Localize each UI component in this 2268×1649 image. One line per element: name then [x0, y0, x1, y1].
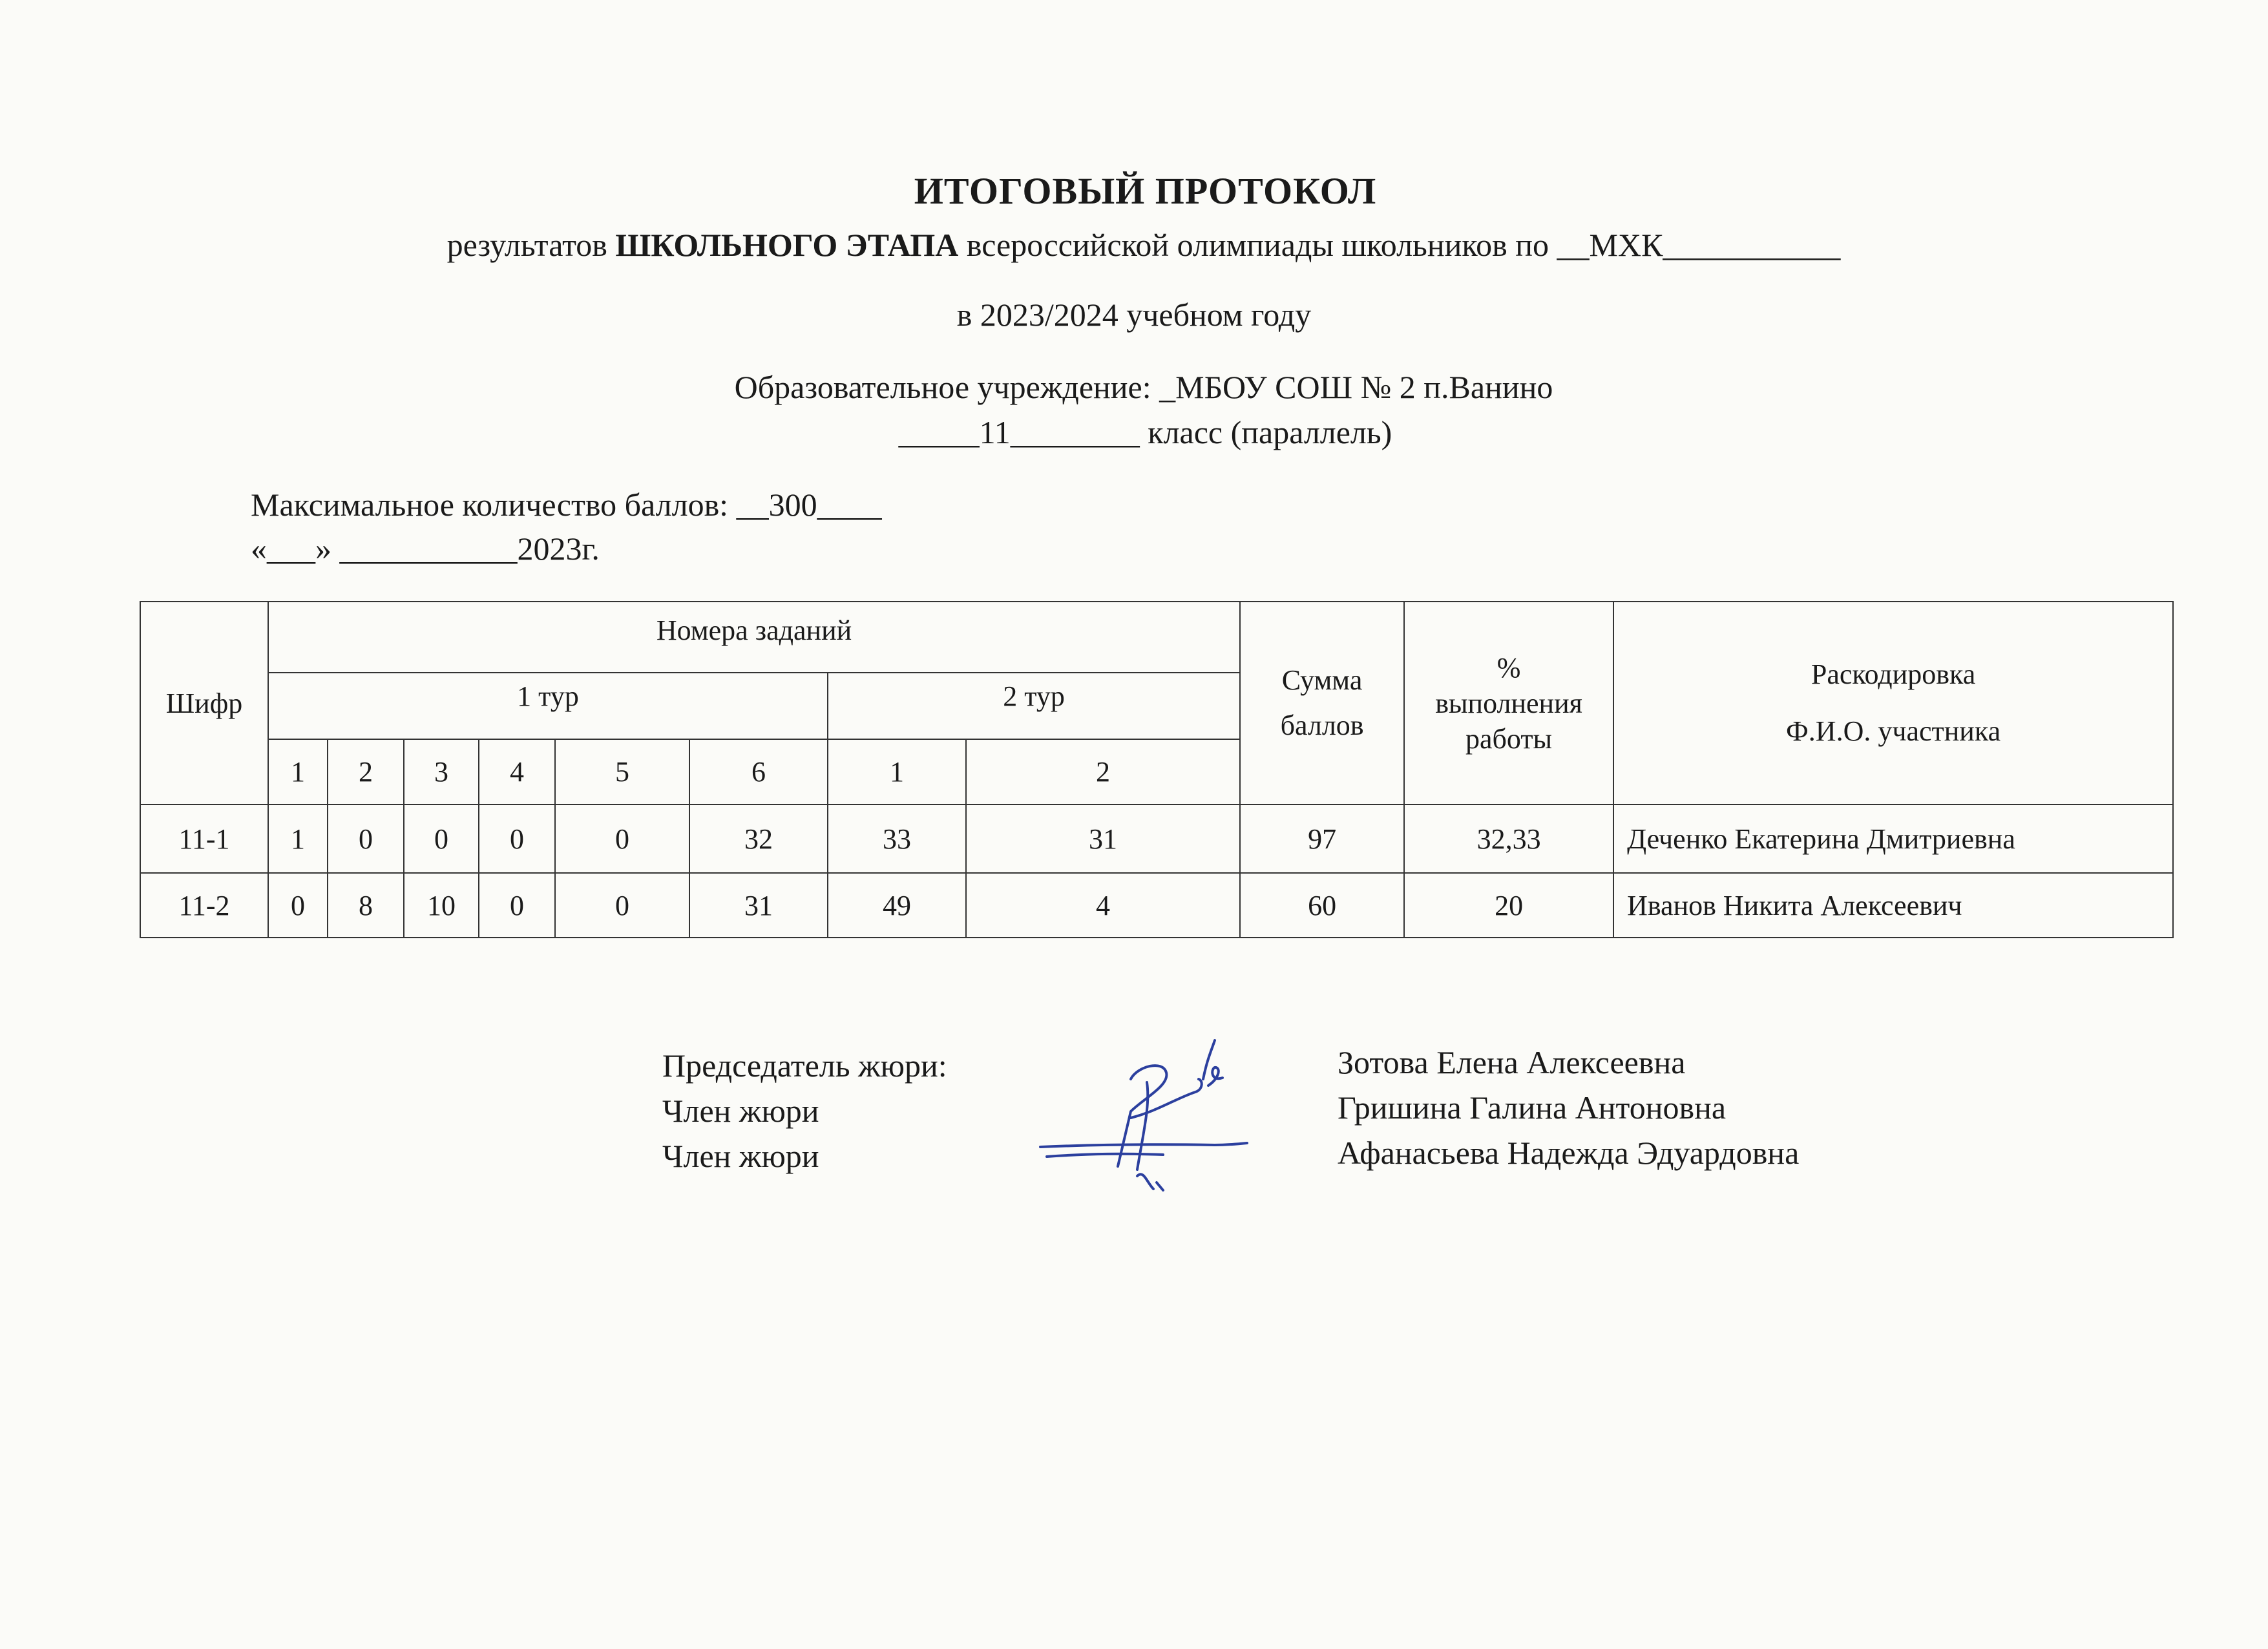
jury-member-name: Гришина Галина Антоновна: [1338, 1089, 1727, 1126]
header-task-number: 6: [689, 739, 828, 804]
header-task-number: 2: [966, 739, 1240, 804]
header-task-number: 2: [328, 739, 404, 804]
date-line: «___» ___________2023г.: [251, 530, 600, 567]
cell-score: 31: [966, 804, 1240, 873]
header-round-1: 1 тур: [268, 673, 828, 739]
cell-sum: 60: [1240, 873, 1404, 938]
header-decode: Раскодировка Ф.И.О. участника: [1613, 602, 2173, 804]
cell-score: 0: [404, 804, 479, 873]
header-task-number: 1: [828, 739, 966, 804]
header-round-2: 2 тур: [828, 673, 1240, 739]
cell-sum: 97: [1240, 804, 1404, 873]
subtitle-stage: ШКОЛЬНОГО ЭТАПА: [615, 227, 959, 263]
document-title: ИТОГОВЫЙ ПРОТОКОЛ: [914, 170, 1377, 212]
cell-score: 33: [828, 804, 966, 873]
results-table: [140, 601, 2174, 938]
jury-member-name: Афанасьева Надежда Эдуардовна: [1338, 1135, 1800, 1171]
header-task-number: 4: [479, 739, 555, 804]
academic-year-line: в 2023/2024 учебном году: [956, 297, 1312, 333]
jury-chair-name: Зотова Елена Алексеевна: [1338, 1044, 1686, 1080]
cell-score: 8: [328, 873, 404, 938]
school-line: Образовательное учреждение: _МБОУ СОШ № 2 п.Ванино: [734, 369, 1553, 405]
header-code: Шифр: [140, 602, 268, 804]
max-score-line: Максимальное количество баллов: __300____: [251, 487, 882, 523]
cell-percent: 32,33: [1404, 804, 1613, 873]
header-task-number: 3: [404, 739, 479, 804]
subtitle-suffix: всероссийской олимпиады школьников по __МХК___________: [958, 227, 1841, 263]
document-subtitle: [0, 226, 2268, 264]
cell-score: 32: [689, 804, 828, 873]
cell-participant-name: Деченко Екатерина Дмитриевна: [1613, 804, 2173, 873]
header-task-number: 1: [268, 739, 328, 804]
header-percent: % выполнения работы: [1404, 602, 1613, 804]
jury-member-label: Член жюри: [662, 1138, 819, 1174]
cell-score: 0: [555, 873, 689, 938]
cell-percent: 20: [1404, 873, 1613, 938]
cell-score: 49: [828, 873, 966, 938]
cell-score: 0: [268, 873, 328, 938]
cell-score: 10: [404, 873, 479, 938]
header-sum: Сумма баллов: [1240, 602, 1404, 804]
header-task-number: 5: [555, 739, 689, 804]
cell-score: 0: [479, 873, 555, 938]
cell-score: 4: [966, 873, 1240, 938]
jury-member-label: Член жюри: [662, 1093, 819, 1129]
table-row: [140, 804, 2173, 873]
cell-participant-name: Иванов Никита Алексеевич: [1613, 873, 2173, 938]
cell-code: 11-1: [140, 804, 268, 873]
table-row: [140, 873, 2173, 938]
cell-score: 1: [268, 804, 328, 873]
cell-score: 0: [328, 804, 404, 873]
subtitle-prefix: результатов: [446, 227, 616, 263]
cell-score: 31: [689, 873, 828, 938]
grade-line: _____11________ класс (параллель): [898, 414, 1392, 450]
cell-code: 11-2: [140, 873, 268, 938]
handwritten-signature: [1034, 1021, 1279, 1215]
cell-score: 0: [555, 804, 689, 873]
cell-score: 0: [479, 804, 555, 873]
header-tasks: Номера заданий: [268, 602, 1240, 673]
jury-chair-label: Председатель жюри:: [662, 1047, 947, 1084]
